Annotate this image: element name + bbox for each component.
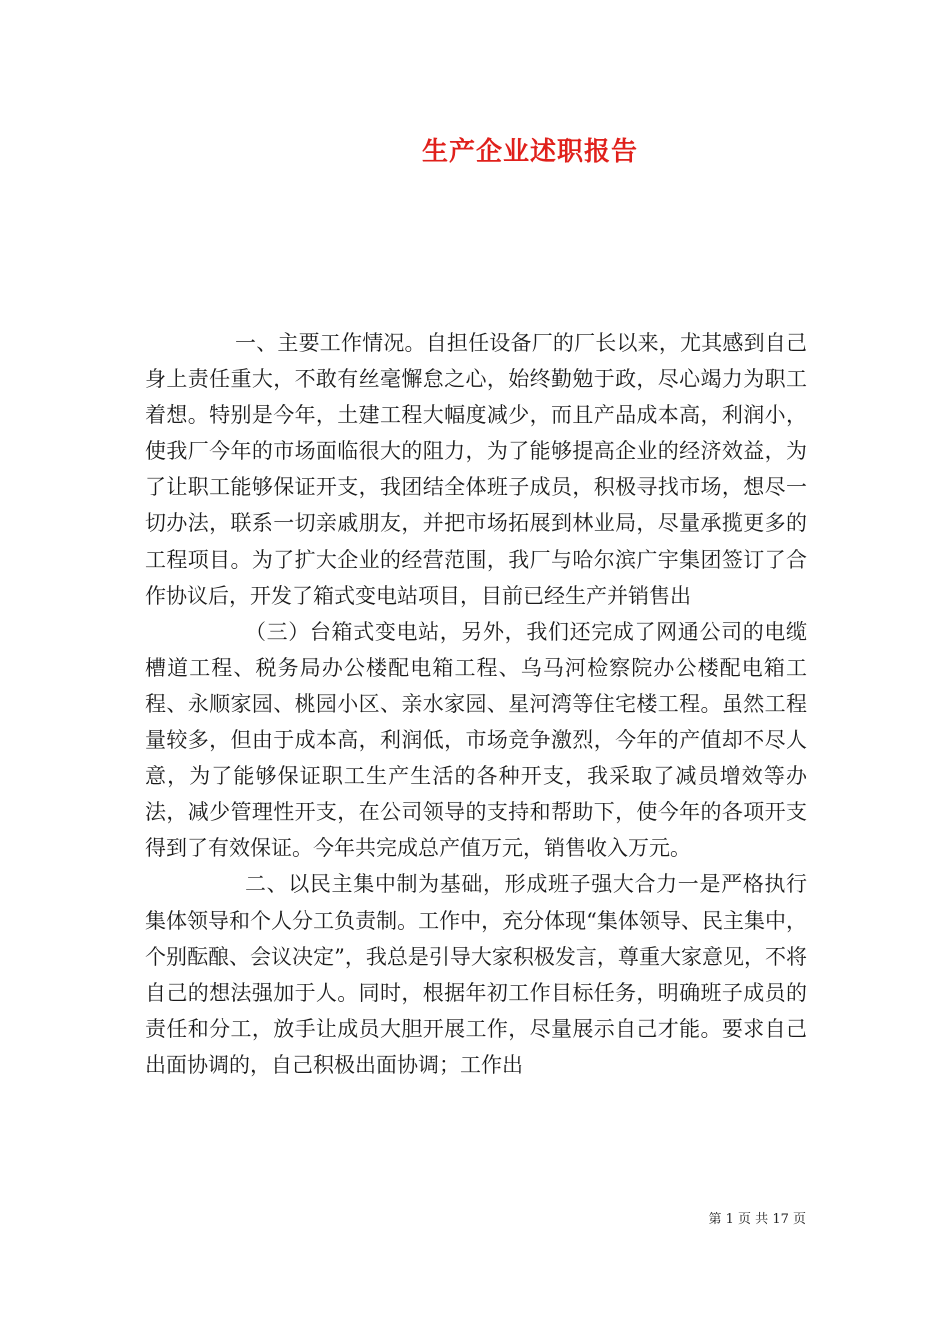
document-title: 生产企业述职报告 [421, 137, 638, 167]
paragraph-3: 二、以民主集中制为基础，形成班子强大合力一是严格执行集体领导和个人分工负责制。工作中，充分体现“集体领导、民主集中，个别酝酿、会议决定”，我总是引导大家积极发言，尊重大家意见，不将自己的想法强加于人。同时，根据年初工作目标任务，明确班子成员的责任和分工，放手让成员大胆开展工作，尽量展示自己才能。要求自己出面协调的，自己积极出面协调；工作出 [145, 872, 807, 1077]
paragraph-1: 一、主要工作情况。自担任设备厂的厂长以来，尤其感到自己身上责任重大，不敢有丝毫懈怠之心，始终勤勉于政，尽心竭力为职工着想。特别是今年，土建工程大幅度减少，而且产品成本高，利润小，使我厂今年的市场面临很大的阻力，为了能够提高企业的经济效益，为了让职工能够保证开支，我团结全体班子成员，积极寻找市场，想尽一切办法，联系一切亲戚朋友，并把市场拓展到林业局，尽量承揽更多的工程项目。为了扩大企业的经营范围，我厂与哈尔滨广宇集团签订了合作协议后，开发了箱式变电站项目，目前已经生产并销售出 [145, 331, 807, 608]
document-body [145, 325, 807, 1083]
page-number-footer: 第 1 页 共 17 页 [708, 1212, 806, 1227]
paragraph-2: （三）台箱式变电站，另外，我们还完成了网通公司的电缆槽道工程、税务局办公楼配电箱工程、乌马河检察院办公楼配电箱工程、永顺家园、桃园小区、亲水家园、星河湾等住宅楼工程。虽然工程量较多，但由于成本高，利润低，市场竞争激烈，今年的产值却不尽人意，为了能够保证职工生产生活的各种开支，我采取了减员增效等办法，减少管理性开支，在公司领导的支持和帮助下，使今年的各项开支得到了有效保证。今年共完成总产值万元，销售收入万元。 [145, 619, 807, 861]
